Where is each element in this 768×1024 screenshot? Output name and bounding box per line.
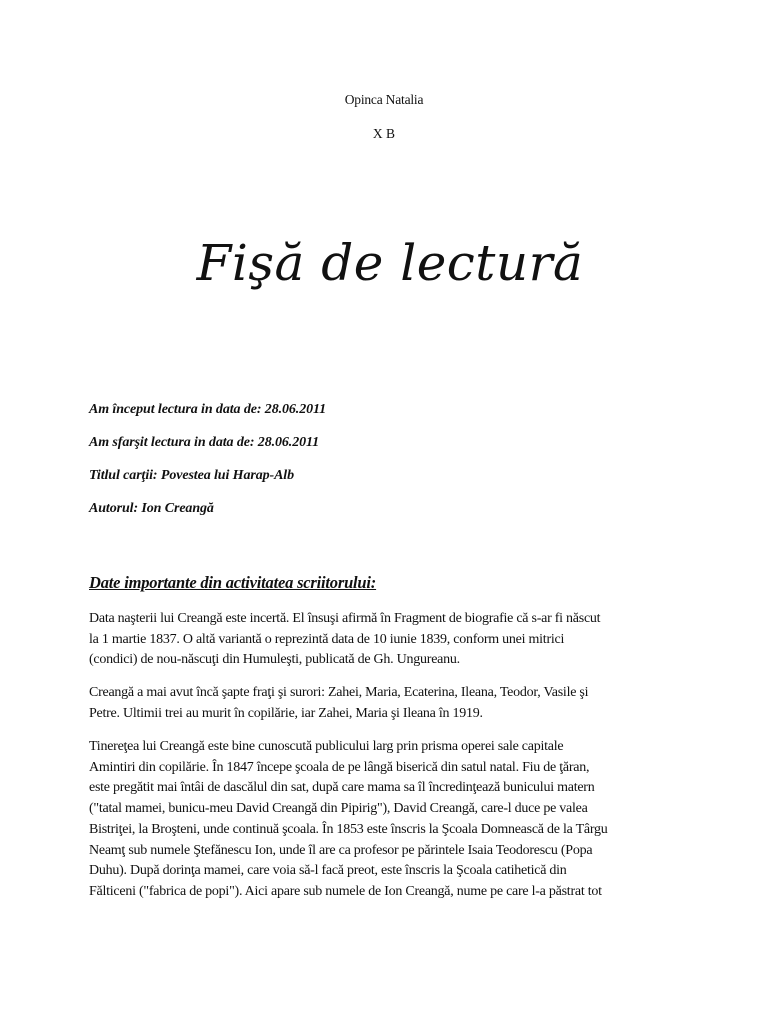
- document-title: Fişă de lectură: [196, 234, 584, 292]
- paragraph-line: ("tatal mamei, bunicu-meu David Creangă din Pipirig"), David Creangă, care-l duce pe valea: [89, 801, 588, 817]
- start-date-line: Am început lectura in data de: 28.06.2011: [89, 402, 327, 417]
- section-heading: Date importante din activitatea scriitorului:: [89, 573, 377, 592]
- book-title-line: Titlul carţii: Povestea lui Harap-Alb: [89, 468, 294, 483]
- student-name: Opinca Natalia: [344, 92, 424, 107]
- paragraph-line: Amintiri din copilărie. În 1847 începe şcoala de pe lângă biserică din satul natal. Fiu de ţăran,: [89, 759, 590, 775]
- paragraph-line: la 1 martie 1837. O altă variantă o reprezintă data de 10 iunie 1839, conform unei mitrici: [89, 631, 565, 647]
- student-class: X B: [372, 126, 396, 141]
- paragraph-line: Creangă a mai avut încă şapte fraţi şi surori: Zahei, Maria, Ecaterina, Ileana, Teodor, Vasile şi: [89, 685, 589, 700]
- paragraph-line: Neamţ sub numele Ştefănescu Ion, unde îl are ca profesor pe părintele Isaia Teodorescu (Popa: [89, 842, 593, 858]
- paragraph-line: Tinereţea lui Creangă este bine cunoscută publicului larg prin prisma operei sale capitale: [89, 739, 564, 754]
- paragraph-line: Petre. Ultimii trei au murit în copilărie, iar Zahei, Maria şi Ileana în 1919.: [89, 705, 483, 721]
- paragraph-line: Data naşterii lui Creangă este incertă. El însuşi afirmă în Fragment de biografie că s-ar fi născut: [89, 611, 601, 626]
- paragraph-line: Bistriţei, la Broşteni, unde continuă şcoala. În 1853 este înscris la Şcoala Domnească de la Târgu: [89, 821, 608, 837]
- end-date-line: Am sfarşit lectura in data de: 28.06.2011: [89, 435, 320, 450]
- paragraph-youth: [89, 737, 679, 903]
- paragraph-birth-date: [89, 609, 679, 671]
- paragraph-line: Fălticeni ("fabrica de popi"). Aici apare sub numele de Ion Creangă, nume pe care l-a păstrat tot: [89, 883, 602, 899]
- paragraph-line: Duhu). După dorinţa mamei, care voia să-l facă preot, este înscris la Şcoala catihetică din: [89, 863, 567, 879]
- paragraph-line: (condici) de nou-născuţi din Humuleşti, publicată de Gh. Ungureanu.: [89, 652, 460, 668]
- paragraph-line: este pregătit mai întâi de dascălul din sat, după care mama sa îl încredinţează bunicului matern: [89, 780, 595, 796]
- book-author-line: Autorul: Ion Creangă: [89, 501, 214, 516]
- paragraph-siblings: [89, 683, 679, 724]
